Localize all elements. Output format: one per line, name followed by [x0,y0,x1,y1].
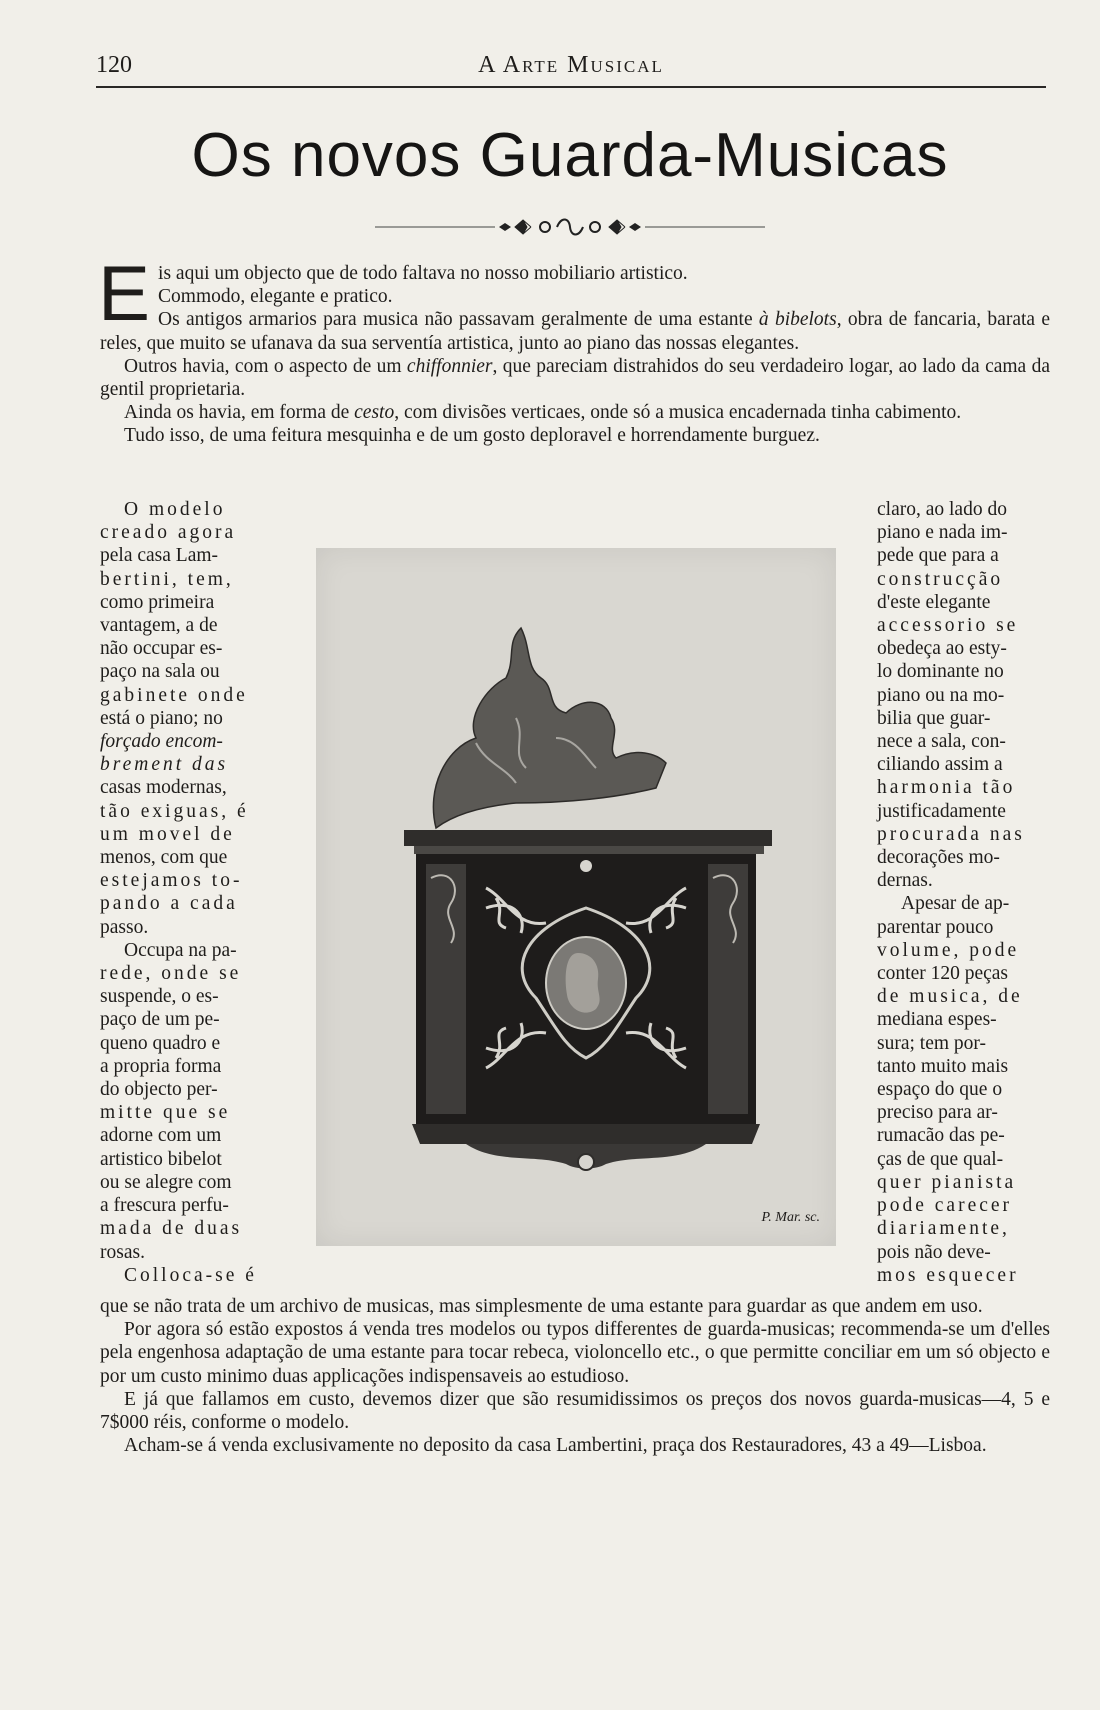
left-col-line: O modelo [124,499,226,520]
right-col-line: decorações mo- [877,847,1000,869]
left-col-line: paço na sala ou [100,661,220,683]
article-title: Os novos Guarda-Musicas [191,121,949,190]
page-number: 120 [96,52,132,78]
paragraph [100,262,1050,285]
left-col-line: artistico bibelot [100,1148,222,1170]
right-col-line: d'este elegante [877,591,991,613]
header-rule [96,86,1046,88]
right-col-line: mos esquecer [877,1264,1019,1286]
music-cabinet-engraving-icon [316,548,836,1246]
right-column [877,498,1051,1287]
running-title: A Arte Musical [478,52,664,78]
left-col-line: bertini, tem, [100,568,234,590]
paragraph [100,355,1050,401]
right-col-line: claro, ao lado do [877,499,1007,520]
paragraph-text: Acham-se á venda exclusivamente no deposito da casa Lambertini, praça dos Restauradores, 43 a 49—Lisboa. [124,1435,987,1457]
paragraph-text: E já que fallamos em custo, devemos dizer que são resumidissimos os preços dos novos guarda-musicas—4, 5 e 7$000 réis, conforme o modelo. [100,1388,1050,1434]
paragraph-text: Outros havia, com o aspecto de um [124,355,407,377]
left-col-line: como primeira [100,591,215,613]
drop-cap: E [98,249,151,337]
right-col-line: diariamente, [877,1218,1010,1240]
left-col-line: paço de um pe- [100,1009,220,1031]
right-col-line: mediana espes- [877,1009,997,1031]
right-col-line: Apesar de ap- [901,893,1010,915]
left-col-line: a frescura perfu- [100,1195,229,1217]
paragraph [100,1318,1050,1388]
music-cabinet-illustration [316,548,836,1246]
right-col-line: harmonia tão [877,777,1016,799]
running-header [96,46,1046,86]
right-col-line: piano e nada im- [877,522,1008,544]
closing-text [100,1295,1050,1457]
left-col-line: do objecto per- [100,1079,218,1101]
left-col-line: ou se alegre com [100,1171,232,1193]
paragraph [100,285,1050,308]
right-col-line: ciliando assim a [877,754,1003,776]
right-col-line: dernas. [877,870,933,892]
italic-term: chiffonnier [406,355,493,377]
left-col-line: vantagem, a de [100,615,218,637]
right-col-line: volume, pode [877,939,1020,961]
right-col-line: justificadamente [877,800,1006,822]
paragraph [100,1388,1050,1434]
right-col-line: pois não deve- [877,1241,991,1263]
right-col-line: lo dominante no [877,661,1004,683]
decorative-divider-icon [375,212,765,242]
paragraph [100,401,1050,424]
right-col-line: nece a sala, con- [877,731,1006,753]
left-col-line: mada de duas [100,1218,243,1240]
paragraph-text: Tudo isso, de uma feitura mesquinha e de um gosto deploravel e horrendamente burguez. [124,425,820,447]
left-col-line: brement das [100,754,229,776]
intro-text [98,249,1050,448]
left-col-line: um movel de [100,823,235,845]
left-col-line: estejamos to- [100,870,243,892]
left-col-line: rede, onde se [100,963,242,985]
left-col-line: pela casa Lam- [100,545,219,567]
left-col-line: forçado encom- [100,731,223,753]
paragraph-text: Por agora só estão expostos á venda tres modelos ou typos differentes de guarda-musicas; recommenda-se um d'elles pela engenhosa adaptação de uma estante para tocar rebeca, violoncello etc., o que permitte conciliar em um só objecto e por um custo minimo duas applicações indispensaveis ao estudioso. [100,1319,1050,1387]
right-col-line: piano ou na mo- [877,684,1005,706]
left-col-line: tão exiguas, é [100,800,249,822]
left-col-line: creado agora [100,522,237,544]
right-col-line: parentar pouco [877,916,994,938]
right-col-line: espaço do que o [877,1079,1003,1101]
left-col-line: Occupa na pa- [124,939,237,961]
paragraph-text: , obra de fancaria, barata e reles, que muito se ufanava da sua serventía artistica, junto ao piano das nossas elegantes. [100,309,1050,354]
left-col-line: está o piano; no [100,707,223,729]
right-col-line: pode carecer [877,1195,1013,1217]
left-col-line: adorne com um [100,1125,222,1147]
left-col-line: a propria forma [100,1055,222,1077]
left-col-line: menos, com que [100,847,228,869]
paragraph-text: , que pareciam distrahidos do seu verdadeiro logar, ao lado da cama da gentil proprietaria. [100,355,1050,401]
paragraph-text: , com divisões verticaes, onde só a musica encadernada tinha cabimento. [394,402,962,424]
right-col-line: accessorio se [877,615,1019,637]
right-col-line: pede que para a [877,545,999,567]
left-col-line: queno quadro e [100,1032,221,1054]
left-col-line: gabinete onde [100,684,248,706]
paragraph-text: que se não trata de um archivo de musicas, mas simplesmente de uma estante para guardar as que andem em uso. [100,1296,983,1317]
left-col-line: Colloca-se é [124,1264,257,1286]
paragraph [100,1434,1050,1457]
paragraph [100,1295,1050,1318]
engraver-signature: P. Mar. sc. [761,1210,820,1225]
right-col-line: preciso para ar- [877,1102,998,1124]
paragraph-text: is aqui um objecto que de todo faltava no nosso mobiliario artistico. [158,263,688,284]
paragraph-text: Commodo, elegante e pratico. [158,286,393,308]
left-col-line: rosas. [100,1241,145,1263]
left-col-line: passo. [100,916,149,938]
left-col-line: suspende, o es- [100,986,219,1008]
right-col-line: construcção [877,568,1004,590]
left-column [100,498,276,1287]
paragraph [100,308,1050,354]
left-col-line: pando a cada [100,893,238,915]
right-col-line: rumacão das pe- [877,1125,1005,1147]
right-col-line: procurada nas [877,823,1025,845]
italic-term: à bibelots [758,309,837,331]
right-col-line: quer pianista [877,1171,1017,1193]
right-col-line: conter 120 peças [877,963,1009,985]
left-col-line: mitte que se [100,1102,231,1124]
right-col-line: de musica, de [877,986,1023,1008]
paragraph [100,424,1050,447]
right-col-line: sura; tem por- [877,1032,986,1054]
right-col-line: obedeça ao esty- [877,638,1007,660]
right-col-line: bilia que guar- [877,707,991,729]
paragraph-text: Ainda os havia, em forma de [124,402,355,424]
right-col-line: tanto muito mais [877,1055,1009,1077]
italic-term: cesto [354,402,395,424]
left-col-line: não occupar es- [100,638,223,660]
left-col-line: casas modernas, [100,777,227,799]
paragraph-text: Os antigos armarios para musica não passavam geralmente de uma estante [158,309,759,331]
right-col-line: ças de que qual- [877,1148,1004,1170]
